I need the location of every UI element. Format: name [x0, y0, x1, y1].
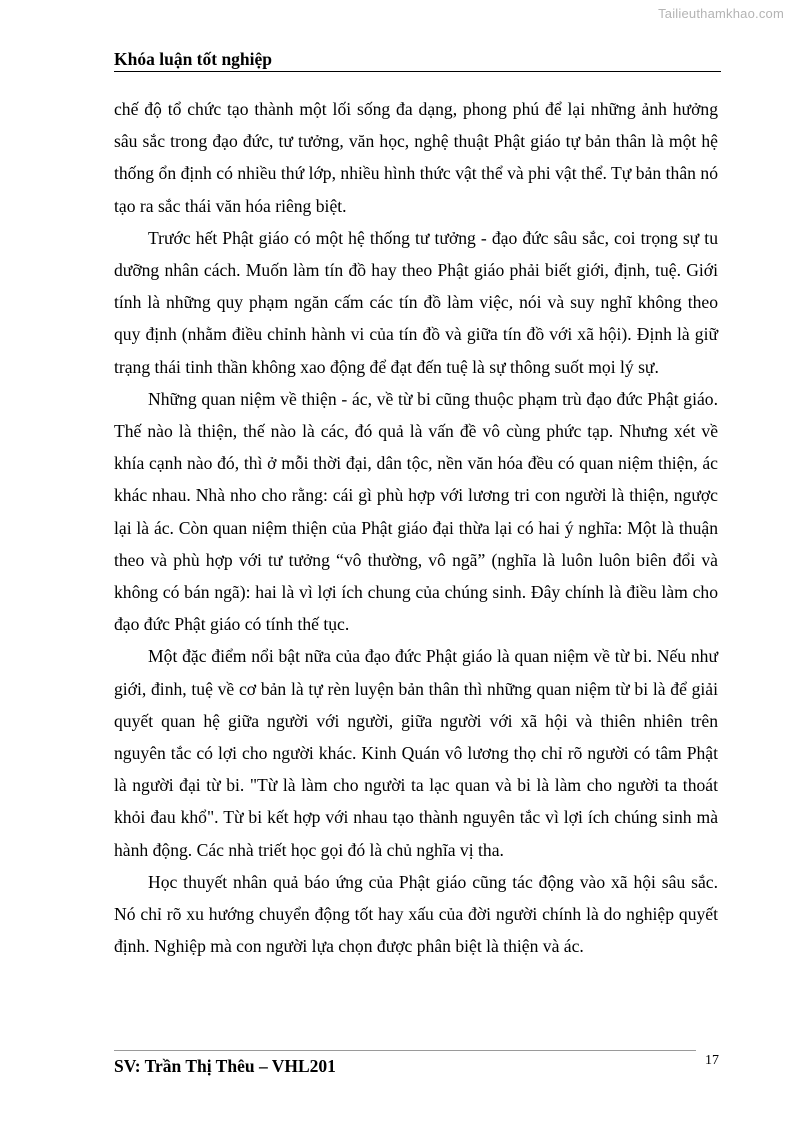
footer-divider	[114, 1050, 696, 1051]
page-number: 17	[705, 1053, 719, 1068]
watermark-text: Tailieuthamkhao.com	[658, 6, 784, 21]
header-title: Khóa luận tốt nghiệp	[114, 49, 273, 69]
paragraph-5: Học thuyết nhân quả báo ứng của Phật giáo cũng tác động vào xã hội sâu sắc. Nó chỉ rõ xu hướng chuyển động tốt hay xấu của đời người chính là do nghiệp quyết định. Nghiệp mà con người lựa chọn được phân biệt là thiện và ác.	[114, 871, 718, 957]
header-divider	[114, 71, 721, 72]
paragraph-4: Một đặc điểm nổi bật nữa của đạo đức Phật giáo là quan niệm về từ bi. Nếu như giới, đinh, tuệ về cơ bản là tự rèn luyện bản thân thì những quan niệm từ bi là để giải quyết quan hệ giữa người với người, giữa người với xã hội và thiên nhiên trên nguyên tắc có lợi cho người khác. Kinh Quán vô lương thọ chỉ rõ người có tâm Phật là người đại từ bi. "Từ là làm cho người ta lạc quan và bi là làm cho người ta thoát khỏi đau khổ". Từ bi kết hợp với nhau tạo thành nguyên tắc vì lợi ích chúng sinh mà hành động. Các nhà triết học gọi đó là chủ nghĩa vị tha.	[114, 646, 718, 860]
paragraph-3: Những quan niệm về thiện - ác, về từ bi cũng thuộc phạm trù đạo đức Phật giáo. Thế nào là thiện, thế nào là các, đó quả là vấn đề vô cùng phức tạp. Nhưng xét về khía cạnh nào đó, thì ở mỗi thời đại, dân tộc, nền văn hóa đều có quan niệm thiện, ác khác nhau. Nhà nho cho rằng: cái gì phù hợp với lương tri con người là thiện, ngược lại là ác. Còn quan niệm thiện của Phật giáo đại thừa lại có hai ý nghĩa: Một là thuận theo và phù hợp với tư tưởng “vô thường, vô ngã” (nghĩa là luôn luôn biên đổi và không có bán ngã): hai là vì lợi ích chung của chúng sinh. Đây chính là điều làm cho đạo đức Phật giáo có tính thế tục.	[114, 388, 718, 635]
paragraph-2: Trước hết Phật giáo có một hệ thống tư tưởng - đạo đức sâu sắc, coi trọng sự tu dưỡng nhân cách. Muốn làm tín đồ hay theo Phật giáo phải biết giới, định, tuệ. Giới tính là những quy phạm ngăn cấm các tín đồ làm việc, nói và suy nghĩ không theo quy định (nhằm điều chỉnh hành vi của tín đồ và giữa tín đồ với xã hội). Định là giữ trạng thái tinh thần không xao động để đạt đến tuệ là sự thông suốt mọi lý sự.	[114, 227, 718, 377]
paragraph-1: chế độ tổ chức tạo thành một lối sống đa dạng, phong phú để lại những ảnh hưởng sâu sắc trong đạo đức, tư tưởng, văn học, nghệ thuật Phật giáo tự bản thân là một hệ thống ổn định có nhiều thứ lớp, nhiều hình thức vật thể và phi vật thể. Tự bản thân nó tạo ra sắc thái văn hóa riêng biệt.	[114, 99, 718, 216]
footer-student-label: SV: Trần Thị Thêu – VHL201	[114, 1056, 336, 1076]
document-body	[114, 93, 718, 962]
